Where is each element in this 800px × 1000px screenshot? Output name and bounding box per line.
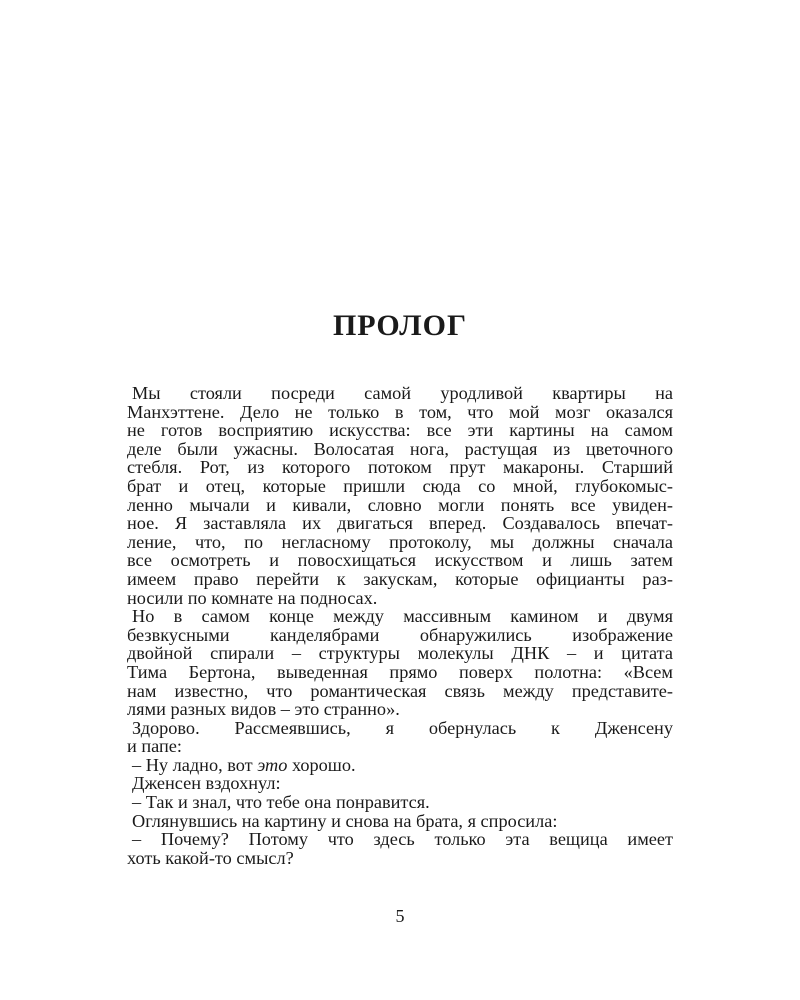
- chapter-title: ПРОЛОГ: [332, 309, 468, 342]
- dialog-line-1-suffix: хорошо.: [287, 754, 356, 775]
- text-line: двойной спирали – структуры молекулы ДНК – и цитата: [127, 643, 673, 664]
- text-line: нам известно, что романтическая связь между представите-: [127, 680, 673, 701]
- dialog-line-1-prefix: – Ну ладно, вот: [132, 754, 258, 775]
- text-line: Тима Бертона, выведенная прямо поверх полотна: «Всем: [127, 661, 673, 682]
- page-number: 5: [395, 906, 405, 926]
- dialog-line: хоть какой-то смысл?: [127, 847, 294, 868]
- text-line: носили по комнате на подносах.: [127, 587, 378, 608]
- dialog-line: [127, 756, 673, 775]
- dialog-line: Дженсен вздохнул:: [132, 773, 281, 794]
- text-line: ление, что, по негласному протоколу, мы должны сначала: [127, 531, 673, 552]
- text-line: деле были ужасны. Волосатая нога, растущая из цветочного: [127, 438, 673, 459]
- body-text: [127, 384, 673, 867]
- text-line: брат и отец, которые пришли сюда со мной, глубокомыс-: [127, 475, 673, 496]
- text-line: имеем право перейти к закускам, которые официанты раз-: [127, 568, 673, 589]
- dialog-line: – Почему? Потому что здесь только эта вещица имеет: [132, 829, 673, 850]
- dialog-line-1-emphasis: это: [257, 754, 288, 775]
- paragraph-2: [127, 607, 673, 719]
- text-line: Мы стояли посреди самой уродливой квартиры на: [132, 383, 673, 403]
- dialog: [127, 756, 673, 868]
- text-line: безвкусными канделябрами обнаружились изображение: [127, 624, 673, 645]
- text-line: и папе:: [127, 736, 182, 757]
- text-line: Манхэттене. Дело не только в том, что мой мозг оказался: [127, 401, 673, 422]
- dialog-line: Оглянувшись на картину и снова на брата, я спросила:: [132, 810, 558, 831]
- text-line: лями разных видов – это странно».: [127, 699, 400, 720]
- text-line: не готов восприятию искусства: все эти картины на самом: [127, 420, 673, 441]
- paragraph-1: [127, 384, 673, 607]
- dialog-line: – Так и знал, что тебе она понравится.: [132, 792, 430, 813]
- text-line: Но в самом конце между массивным камином и двумя: [132, 606, 673, 627]
- paragraph-3: [127, 719, 673, 756]
- text-line: ленно мычали и кивали, словно могли понять все увиден-: [127, 494, 673, 515]
- text-line: ное. Я заставляла их двигаться вперед. Создавалось впечат-: [127, 513, 673, 534]
- text-line: стебля. Рот, из которого потоком прут макароны. Старший: [127, 457, 673, 478]
- text-line: Здорово. Рассмеявшись, я обернулась к Дженсену: [132, 717, 673, 738]
- text-line: все осмотреть и повосхищаться искусством и лишь затем: [127, 550, 673, 571]
